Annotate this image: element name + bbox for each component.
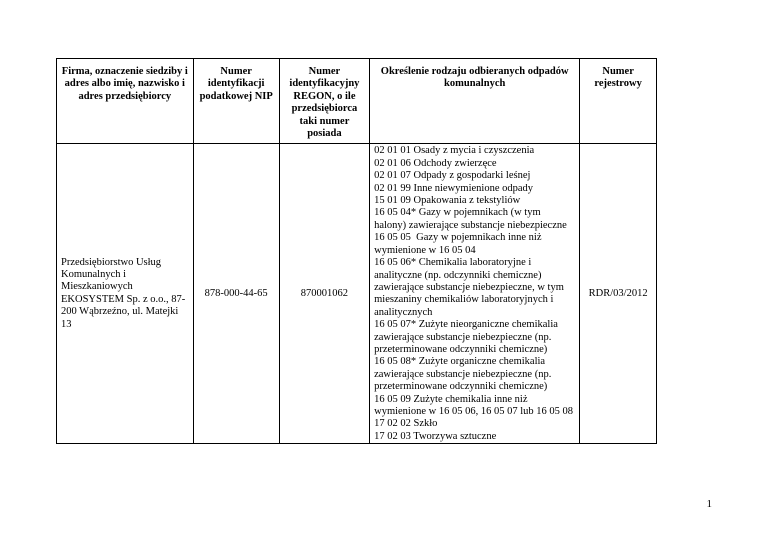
header-company: Firma, oznaczenie siedziby i adres albo imię, nazwisko i adres przedsiębiorcy xyxy=(57,59,194,144)
regon-cell: 870001062 xyxy=(279,144,369,444)
waste-item: 02 01 07 Odpady z gospodarki leśnej xyxy=(374,170,531,182)
header-register-number: Numer rejestrowy xyxy=(580,59,657,144)
company-cell: Przedsiębiorstwo Usług Komunalnych i Mieszkaniowych EKOSYSTEM Sp. z o.o., 87-200 Wąbrzeźno, ul. Matejki 13 xyxy=(57,144,194,444)
header-row xyxy=(57,59,657,144)
waste-item: 17 02 03 Tworzywa sztuczne xyxy=(374,430,497,442)
nip-cell: 878-000-44-65 xyxy=(193,144,279,444)
waste-item: 16 05 05 Gazy w pojemnikach inne niż wymienione w 16 05 04 xyxy=(374,232,545,256)
waste-item: 16 05 06* Chemikalia laboratoryjne i analityczne (np. odczynniki chemiczne) zawierające substancje niebezpieczne, w tym mieszaniny chemikaliów laboratoryjnych i analitycznych xyxy=(374,257,567,318)
waste-item: 16 05 07* Zużyte nieorganiczne chemikalia zawierające substancje niebezpieczne (np. przeterminowane odczynniki chemiczne) xyxy=(374,319,561,355)
waste-item: 02 01 99 Inne niewymienione odpady xyxy=(374,182,534,194)
header-regon: Numer identyfikacyjny REGON, o ile przedsiębiorca taki numer posiada xyxy=(279,59,369,144)
register-table xyxy=(56,58,657,444)
waste-item: 17 02 02 Szkło xyxy=(374,418,438,430)
waste-item: 16 05 04* Gazy w pojemnikach (w tym halony) zawierające substancje niebezpieczne xyxy=(374,207,567,231)
table-row xyxy=(57,144,657,444)
header-waste-types: Określenie rodzaju odbieranych odpadów komunalnych xyxy=(370,59,580,144)
page-number: 1 xyxy=(706,498,712,510)
waste-item: 02 01 06 Odchody zwierzęce xyxy=(374,157,497,169)
waste-item: 02 01 01 Osady z mycia i czyszczenia xyxy=(374,145,535,157)
waste-item: 16 05 09 Zużyte chemikalia inne niż wymienione w 16 05 06, 16 05 07 lub 16 05 08 xyxy=(374,393,574,417)
waste-item: 16 05 08* Zużyte organiczne chemikalia zawierające substancje niebezpieczne (np. przeterminowane odczynniki chemiczne) xyxy=(374,356,554,393)
waste-item: 15 01 09 Opakowania z tekstyliów xyxy=(374,195,521,207)
waste-types-cell xyxy=(370,144,580,444)
header-nip: Numer identyfikacji podatkowej NIP xyxy=(193,59,279,144)
register-number-cell: RDR/03/2012 xyxy=(580,144,657,444)
